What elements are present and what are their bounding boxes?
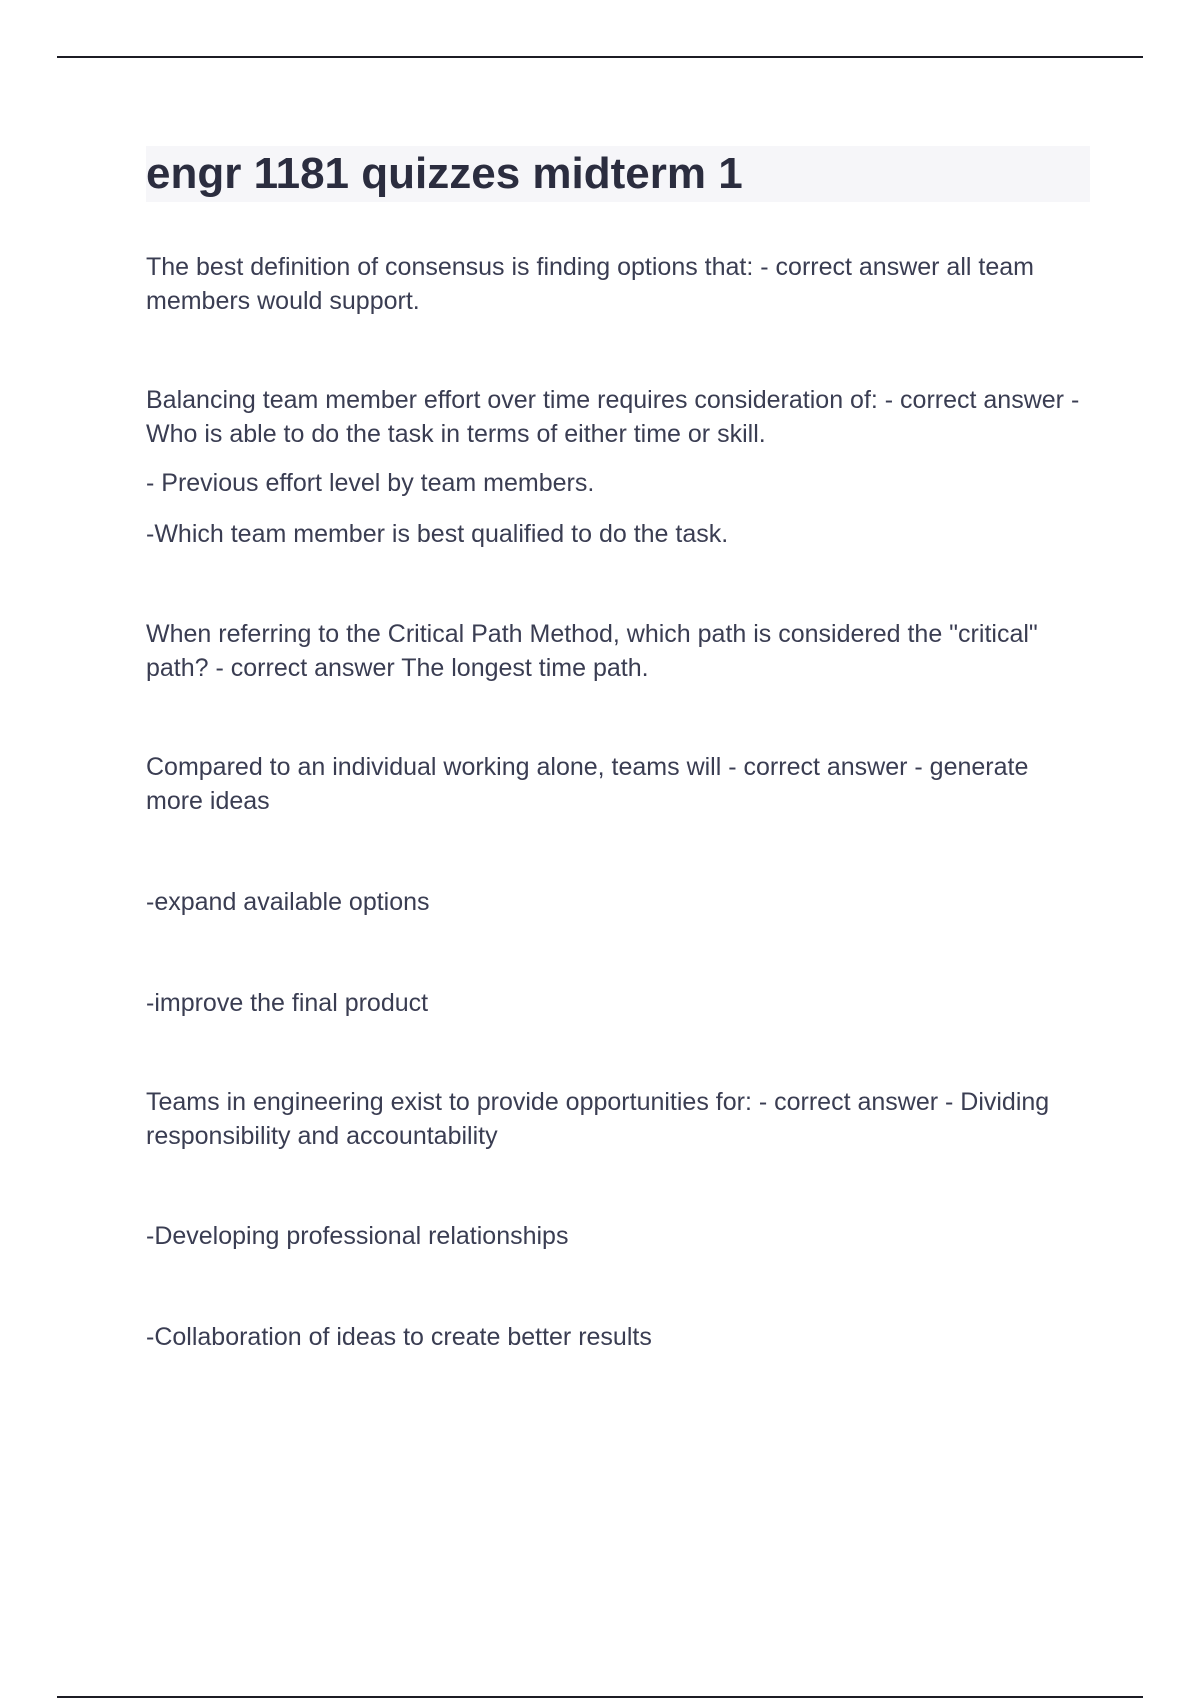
qa-point-text: -improve the final product	[146, 989, 429, 1017]
qa-point-text: - Previous effort level by team members.	[146, 469, 595, 497]
qa-point-text: -Collaboration of ideas to create better results	[146, 1323, 652, 1351]
qa-entry-teams-in-engineering	[146, 1085, 1086, 1153]
qa-point	[146, 517, 1086, 551]
qa-point	[146, 466, 1086, 500]
qa-entry-critical-path	[146, 617, 1086, 685]
qa-point	[146, 1219, 1086, 1253]
qa-point-text: -Developing professional relationships	[146, 1222, 569, 1250]
qa-point-text: -expand available options	[146, 888, 430, 916]
qa-text: When referring to the Critical Path Method, which path is considered the "critical" path? - correct answer The longest time path.	[146, 620, 1038, 682]
qa-entry-consensus	[146, 250, 1086, 318]
qa-point-text: -Which team member is best qualified to do the task.	[146, 520, 729, 548]
qa-point	[146, 986, 1086, 1020]
bottom-rule	[57, 1696, 1143, 1698]
qa-entry-balancing-effort	[146, 383, 1086, 451]
qa-point	[146, 1320, 1086, 1354]
qa-text: Compared to an individual working alone, teams will - correct answer - generate more ideas	[146, 753, 1029, 815]
qa-point	[146, 885, 1086, 919]
document-title: engr 1181 quizzes midterm 1	[146, 149, 743, 198]
qa-entry-teams-vs-individual	[146, 750, 1086, 818]
qa-text: Balancing team member effort over time requires consideration of: - correct answer - Who is able to do the task in terms of either time or skill.	[146, 386, 1080, 448]
top-rule	[57, 56, 1143, 58]
qa-text: Teams in engineering exist to provide opportunities for: - correct answer - Dividing responsibility and accountability	[146, 1088, 1050, 1150]
qa-text: The best definition of consensus is finding options that: - correct answer all team members would support.	[146, 253, 1034, 315]
